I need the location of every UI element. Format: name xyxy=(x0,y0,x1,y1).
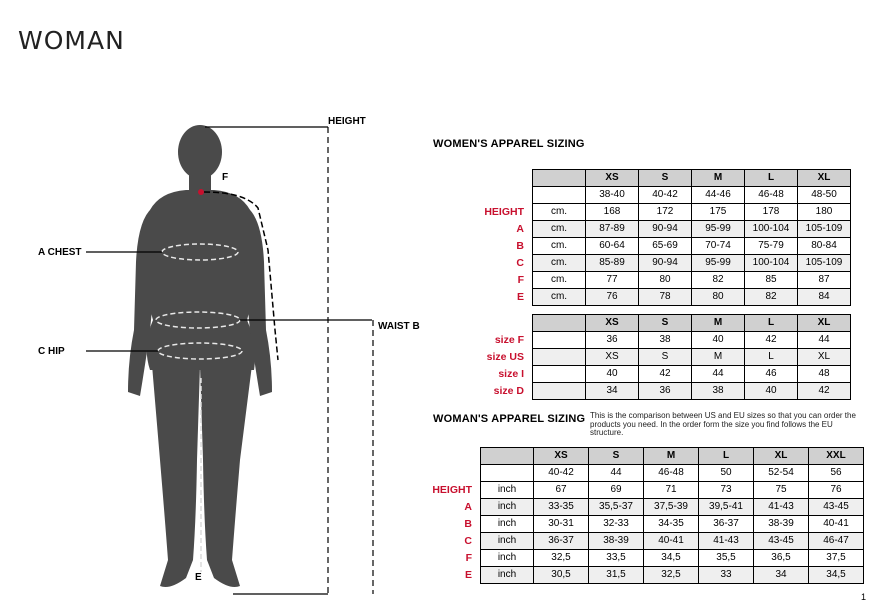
value-cell: 82 xyxy=(745,289,798,306)
value-cell: 41-43 xyxy=(699,533,754,550)
eu-size-row xyxy=(428,465,864,482)
unit-cell xyxy=(533,383,586,400)
value-cell: 87 xyxy=(798,272,851,289)
value-cell: 90-94 xyxy=(639,221,692,238)
size-header: XS xyxy=(534,448,589,465)
eu-size-cell: 50 xyxy=(699,465,754,482)
row-label: size I xyxy=(498,368,524,380)
value-cell: 41-43 xyxy=(754,499,809,516)
row-label: size F xyxy=(494,334,524,346)
table-row xyxy=(428,482,864,499)
value-cell: 33 xyxy=(699,567,754,584)
value-cell: 75-79 xyxy=(745,238,798,255)
women-sizing-inch-table xyxy=(428,447,864,584)
value-cell: 42 xyxy=(798,383,851,400)
row-label: E xyxy=(516,291,524,303)
value-cell: 36,5 xyxy=(754,550,809,567)
eu-size-cell: 38-40 xyxy=(586,187,639,204)
waist-label: WAIST B xyxy=(378,321,420,332)
value-cell: 35,5 xyxy=(699,550,754,567)
value-cell: 180 xyxy=(798,204,851,221)
size-header: XL xyxy=(754,448,809,465)
value-cell: XL xyxy=(798,349,851,366)
table-row xyxy=(428,533,864,550)
size-header: XL xyxy=(798,170,851,187)
value-cell: 175 xyxy=(692,204,745,221)
value-cell: 67 xyxy=(534,482,589,499)
value-cell: 80 xyxy=(692,289,745,306)
value-cell: 100-104 xyxy=(745,255,798,272)
value-cell: 40-41 xyxy=(644,533,699,550)
value-cell: S xyxy=(639,349,692,366)
row-label: HEIGHT xyxy=(484,206,524,218)
table-row xyxy=(480,289,851,306)
row-label: A xyxy=(464,501,472,513)
unit-cell: inch xyxy=(481,550,534,567)
size-header: S xyxy=(639,315,692,332)
value-cell: 36-37 xyxy=(534,533,589,550)
value-cell: 39,5-41 xyxy=(699,499,754,516)
value-cell: 71 xyxy=(644,482,699,499)
size-header: M xyxy=(644,448,699,465)
value-cell: 36-37 xyxy=(699,516,754,533)
unit-cell: cm. xyxy=(533,272,586,289)
value-cell: 84 xyxy=(798,289,851,306)
value-cell: 34 xyxy=(754,567,809,584)
page-number: 1 xyxy=(860,592,866,602)
unit-cell: cm. xyxy=(533,221,586,238)
value-cell: 44 xyxy=(798,332,851,349)
table-row xyxy=(428,516,864,533)
value-cell: 38-39 xyxy=(754,516,809,533)
f-label: F xyxy=(222,172,229,183)
value-cell: 43-45 xyxy=(754,533,809,550)
value-cell: 105-109 xyxy=(798,255,851,272)
value-cell: 95-99 xyxy=(692,255,745,272)
row-label: B xyxy=(516,240,524,252)
row-label: C xyxy=(464,535,472,547)
row-label: size US xyxy=(486,351,524,363)
value-cell: L xyxy=(745,349,798,366)
value-cell: M xyxy=(692,349,745,366)
body-measurement-figure xyxy=(0,0,420,616)
unit-cell: inch xyxy=(481,533,534,550)
value-cell: 42 xyxy=(639,366,692,383)
value-cell: XS xyxy=(586,349,639,366)
row-label: A xyxy=(516,223,524,235)
value-cell: 32,5 xyxy=(534,550,589,567)
size-header: L xyxy=(745,170,798,187)
size-header: XL xyxy=(798,315,851,332)
unit-cell: cm. xyxy=(533,238,586,255)
table-row xyxy=(428,567,864,584)
value-cell: 105-109 xyxy=(798,221,851,238)
eu-size-cell: 46-48 xyxy=(745,187,798,204)
value-cell: 38 xyxy=(639,332,692,349)
value-cell: 34 xyxy=(586,383,639,400)
value-cell: 90-94 xyxy=(639,255,692,272)
unit-cell: inch xyxy=(481,482,534,499)
value-cell: 40 xyxy=(745,383,798,400)
value-cell: 38 xyxy=(692,383,745,400)
value-cell: 36 xyxy=(586,332,639,349)
row-label: size D xyxy=(493,385,524,397)
table3-title: WOMAN'S APPAREL SIZING xyxy=(433,413,586,425)
value-cell: 46-47 xyxy=(809,533,864,550)
table-row xyxy=(480,332,851,349)
size-header: XS xyxy=(586,315,639,332)
value-cell: 42 xyxy=(745,332,798,349)
sizing-note: This is the comparison between US and EU sizes so that you can order the products you need. In the order form the size you find follows the EU structure. xyxy=(590,411,856,437)
value-cell: 75 xyxy=(754,482,809,499)
value-cell: 46 xyxy=(745,366,798,383)
neck-point-marker xyxy=(198,189,204,195)
eu-size-cell: 52-54 xyxy=(754,465,809,482)
value-cell: 37,5 xyxy=(809,550,864,567)
table-row xyxy=(428,499,864,516)
unit-cell xyxy=(533,349,586,366)
eu-size-cell: 44-46 xyxy=(692,187,745,204)
value-cell: 37,5-39 xyxy=(644,499,699,516)
value-cell: 43-45 xyxy=(809,499,864,516)
chest-label: A CHEST xyxy=(38,247,82,258)
value-cell: 82 xyxy=(692,272,745,289)
table-row xyxy=(480,349,851,366)
value-cell: 34-35 xyxy=(644,516,699,533)
unit-cell: cm. xyxy=(533,289,586,306)
value-cell: 172 xyxy=(639,204,692,221)
value-cell: 76 xyxy=(809,482,864,499)
value-cell: 100-104 xyxy=(745,221,798,238)
table-row xyxy=(480,221,851,238)
unit-cell: cm. xyxy=(533,255,586,272)
value-cell: 80-84 xyxy=(798,238,851,255)
table-row xyxy=(480,238,851,255)
row-label: B xyxy=(464,518,472,530)
eu-size-cell: 56 xyxy=(809,465,864,482)
table-row xyxy=(480,204,851,221)
value-cell: 31,5 xyxy=(589,567,644,584)
value-cell: 65-69 xyxy=(639,238,692,255)
value-cell: 33-35 xyxy=(534,499,589,516)
value-cell: 38-39 xyxy=(589,533,644,550)
value-cell: 30-31 xyxy=(534,516,589,533)
value-cell: 34,5 xyxy=(644,550,699,567)
value-cell: 73 xyxy=(699,482,754,499)
women-sizing-cm-table xyxy=(480,169,851,306)
table-row xyxy=(480,366,851,383)
size-header: S xyxy=(589,448,644,465)
eu-size-cell: 44 xyxy=(589,465,644,482)
value-cell: 35,5-37 xyxy=(589,499,644,516)
value-cell: 34,5 xyxy=(809,567,864,584)
value-cell: 95-99 xyxy=(692,221,745,238)
value-cell: 33,5 xyxy=(589,550,644,567)
hip-label: C HIP xyxy=(38,346,65,357)
unit-cell xyxy=(533,332,586,349)
value-cell: 168 xyxy=(586,204,639,221)
row-label: C xyxy=(516,257,524,269)
eu-size-cell: 40-42 xyxy=(534,465,589,482)
size-header: S xyxy=(639,170,692,187)
size-header: M xyxy=(692,170,745,187)
page-title: WOMAN xyxy=(18,26,125,55)
table-row xyxy=(480,383,851,400)
size-header: XXL xyxy=(809,448,864,465)
table-row xyxy=(480,255,851,272)
value-cell: 40-41 xyxy=(809,516,864,533)
value-cell: 178 xyxy=(745,204,798,221)
value-cell: 30,5 xyxy=(534,567,589,584)
value-cell: 36 xyxy=(639,383,692,400)
size-conversion-table xyxy=(480,314,851,400)
eu-size-cell: 48-50 xyxy=(798,187,851,204)
row-label: F xyxy=(465,552,472,564)
size-header: L xyxy=(699,448,754,465)
eu-size-cell: 46-48 xyxy=(644,465,699,482)
eu-size-cell: 40-42 xyxy=(639,187,692,204)
value-cell: 44 xyxy=(692,366,745,383)
value-cell: 69 xyxy=(589,482,644,499)
value-cell: 77 xyxy=(586,272,639,289)
size-header: XS xyxy=(586,170,639,187)
eu-size-row xyxy=(480,187,851,204)
value-cell: 32-33 xyxy=(589,516,644,533)
row-label: E xyxy=(464,569,472,581)
size-header: M xyxy=(692,315,745,332)
value-cell: 32,5 xyxy=(644,567,699,584)
unit-cell: inch xyxy=(481,567,534,584)
value-cell: 70-74 xyxy=(692,238,745,255)
unit-cell xyxy=(533,366,586,383)
value-cell: 48 xyxy=(798,366,851,383)
value-cell: 60-64 xyxy=(586,238,639,255)
unit-cell: inch xyxy=(481,499,534,516)
e-label: E xyxy=(195,572,202,583)
value-cell: 76 xyxy=(586,289,639,306)
unit-cell: cm. xyxy=(533,204,586,221)
value-cell: 87-89 xyxy=(586,221,639,238)
table1-title: WOMEN'S APPAREL SIZING xyxy=(433,138,585,150)
value-cell: 80 xyxy=(639,272,692,289)
row-label: F xyxy=(517,274,524,286)
height-label: HEIGHT xyxy=(328,116,366,127)
value-cell: 85-89 xyxy=(586,255,639,272)
row-label: HEIGHT xyxy=(432,484,472,496)
table-row xyxy=(428,550,864,567)
table-row xyxy=(480,272,851,289)
unit-cell: inch xyxy=(481,516,534,533)
value-cell: 40 xyxy=(586,366,639,383)
value-cell: 85 xyxy=(745,272,798,289)
size-header: L xyxy=(745,315,798,332)
value-cell: 78 xyxy=(639,289,692,306)
value-cell: 40 xyxy=(692,332,745,349)
